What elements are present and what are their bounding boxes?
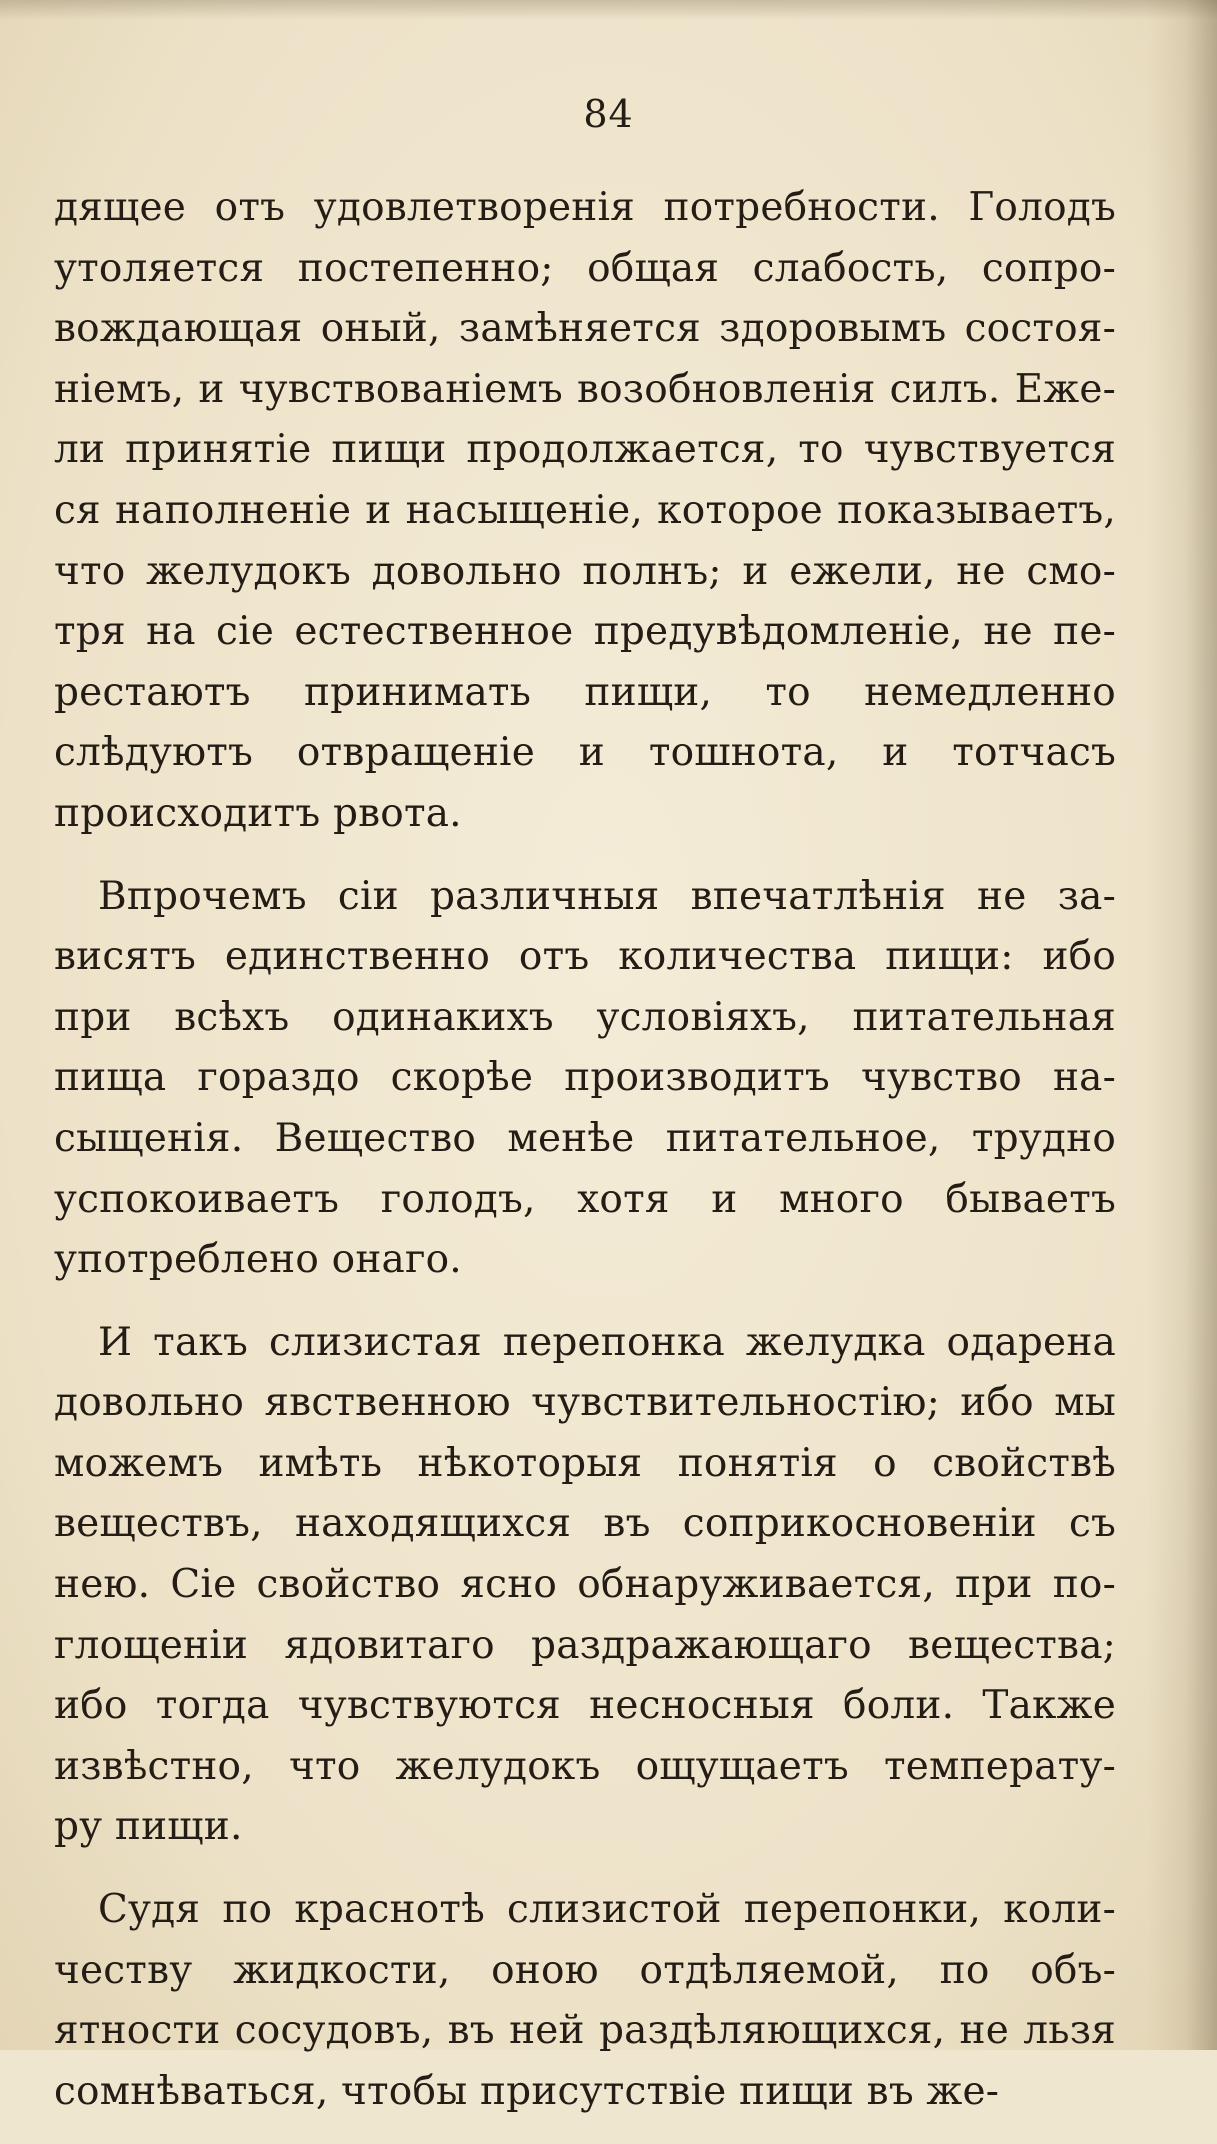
text-line: вождающая оный, замѣняется здоровымъ состоя- bbox=[54, 306, 1116, 352]
text-line: висятъ единственно отъ количества пищи: ибо bbox=[54, 934, 1116, 980]
text-line: И такъ слизистая перепонка желудка одарена bbox=[98, 1319, 1116, 1365]
text-line: нею. Сіе свойство ясно обнаруживается, при по- bbox=[54, 1562, 1116, 1608]
text-line: веществъ, находящихся въ соприкосновеніи съ bbox=[54, 1501, 1116, 1547]
body-text bbox=[54, 178, 1116, 2144]
text-line: рестаютъ принимать пищи, то немедленно bbox=[54, 669, 1116, 715]
text-line: тря на сіе естественное предувѣдомленіе, не пе- bbox=[54, 609, 1116, 655]
text-line: Впрочемъ сіи различныя впечатлѣнія не за- bbox=[98, 873, 1116, 919]
text-line: ся наполненіе и насыщеніе, которое показываетъ, bbox=[54, 487, 1116, 533]
page-edge-shadow bbox=[1147, 0, 1217, 2050]
paragraph bbox=[54, 1880, 1116, 2122]
text-line: успокоиваетъ голодъ, хотя и много бываетъ bbox=[54, 1176, 1116, 1222]
paragraph bbox=[54, 1313, 1116, 1858]
text-line: дящее отъ удовлетворенія потребности. Голодъ bbox=[54, 185, 1116, 230]
page-number: 84 bbox=[583, 92, 634, 136]
page-top-shadow bbox=[0, 0, 1217, 20]
text-line: употреблено онаго. bbox=[54, 1237, 462, 1283]
text-line: ибо тогда чувствуются несносныя боли. Также bbox=[54, 1683, 1116, 1729]
text-line: утоляется постепенно; общая слабость, сопро- bbox=[54, 245, 1116, 291]
text-line: сыщенія. Вещество менѣе питательное, трудно bbox=[54, 1115, 1116, 1161]
paragraph bbox=[54, 178, 1116, 845]
text-line: извѣстно, что желудокъ ощущаетъ температу- bbox=[54, 1743, 1116, 1789]
text-line: ру пищи. bbox=[54, 1804, 243, 1850]
text-line: ли принятіе пищи продолжается, то чувствуется bbox=[54, 427, 1116, 473]
paragraph bbox=[54, 867, 1116, 1291]
text-line: при всѣхъ одинакихъ условіяхъ, питательная bbox=[54, 994, 1116, 1040]
text-line: честву жидкости, оною отдѣляемой, по объ- bbox=[54, 1947, 1116, 1993]
text-line: довольно явственною чувствительностію; ибо мы bbox=[54, 1380, 1116, 1426]
text-line: можемъ имѣть нѣкоторыя понятія о свойствѣ bbox=[54, 1440, 1116, 1486]
text-line: пища гораздо скорѣе производитъ чувство на- bbox=[54, 1055, 1116, 1101]
text-line: Судя по краснотѣ слизистой перепонки, коли- bbox=[98, 1887, 1116, 1933]
text-line: ятности сосудовъ, въ ней раздѣляющихся, не льзя bbox=[54, 2008, 1116, 2054]
text-line: ніемъ, и чувствованіемъ возобновленія силъ. Еже- bbox=[54, 366, 1116, 412]
text-line: что желудокъ довольно полнъ; и ежели, не смо- bbox=[54, 548, 1116, 594]
text-line: слѣдуютъ отвращеніе и тошнота, и тотчасъ bbox=[54, 730, 1116, 776]
text-line: глощеніи ядовитаго раздражающаго вещества; bbox=[54, 1622, 1116, 1668]
text-line: сомнѣваться, чтобы присутствіе пищи въ же- bbox=[54, 2068, 1000, 2114]
text-line: происходитъ рвота. bbox=[54, 790, 462, 836]
